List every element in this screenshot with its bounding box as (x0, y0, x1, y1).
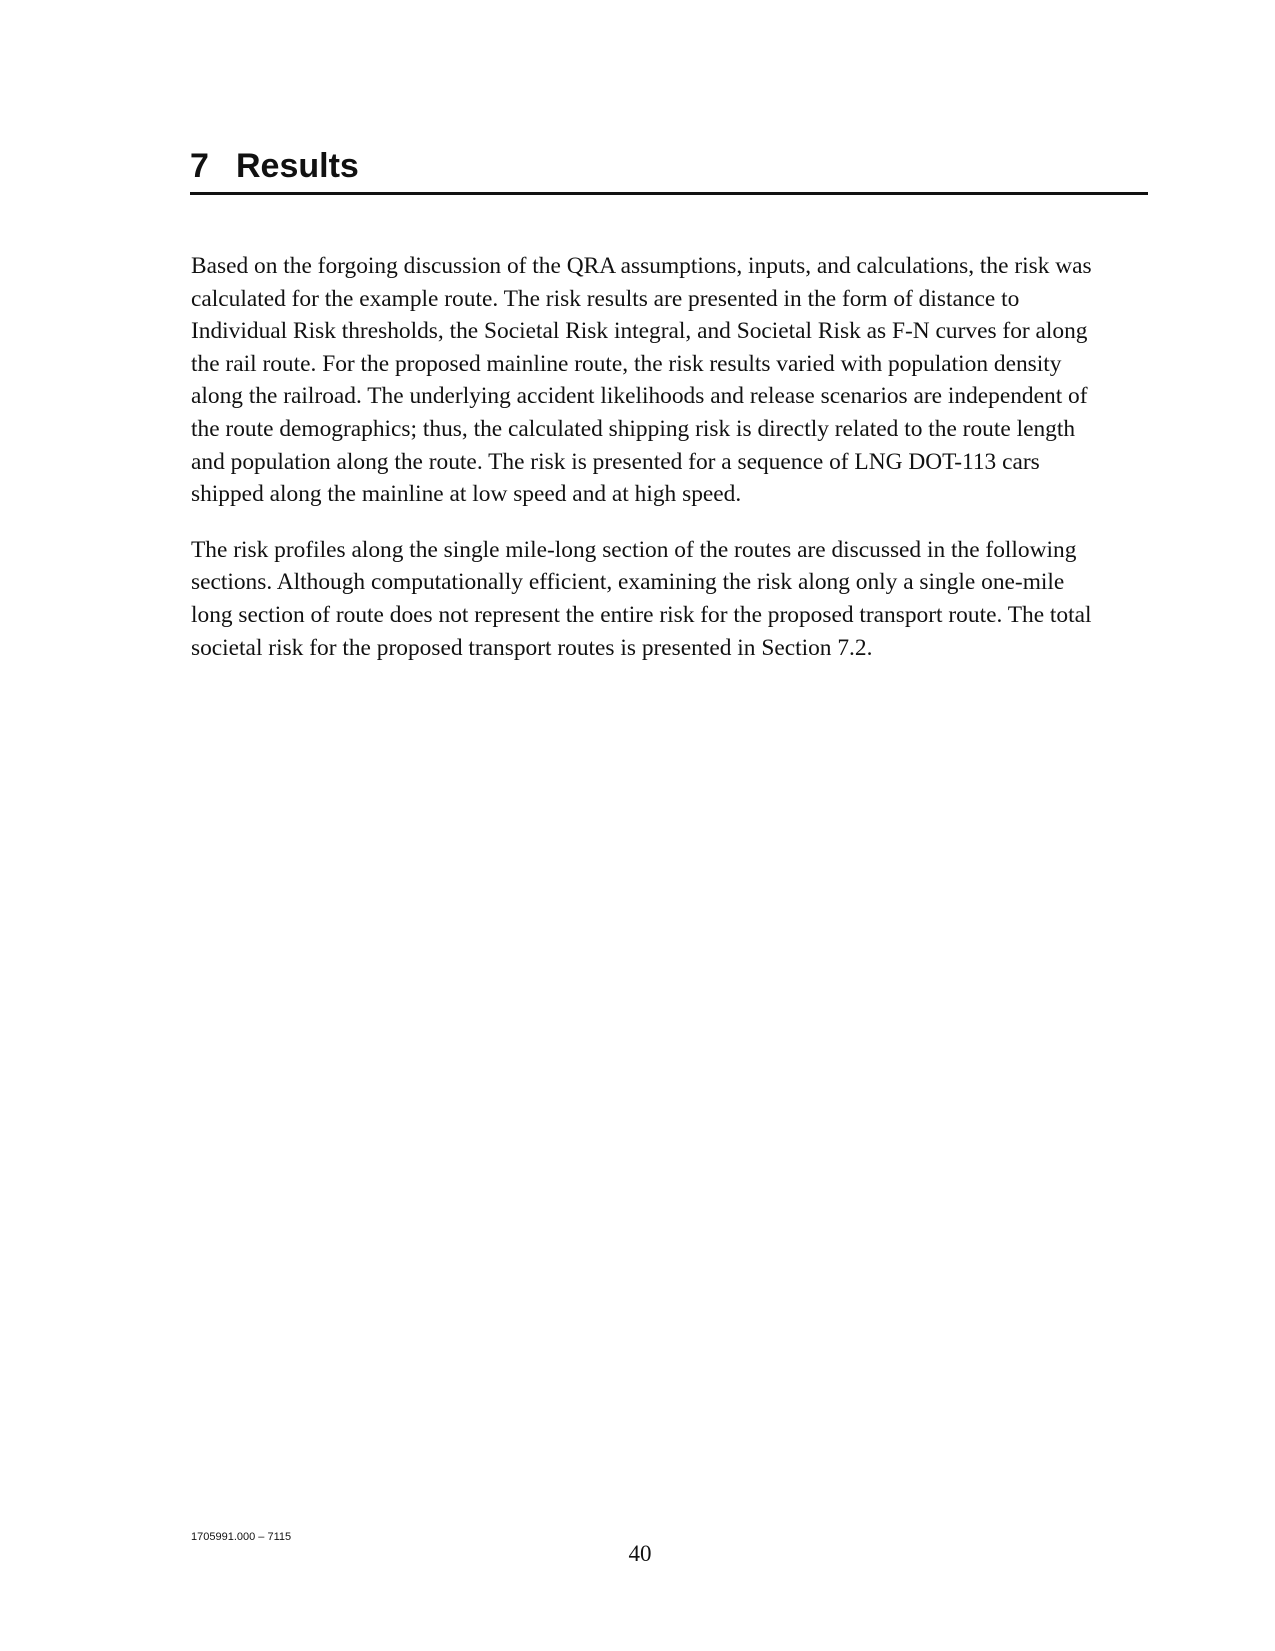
paragraph-2 (191, 534, 1151, 664)
section-title: Results (236, 147, 359, 185)
paragraph-line: Based on the forgoing discussion of the QRA assumptions, inputs, and calculations, the risk was (191, 253, 1092, 279)
paragraph-line: and population along the route. The risk is presented for a sequence of LNG DOT-113 cars (191, 448, 1040, 475)
paragraph-line: along the railroad. The underlying accident likelihoods and release scenarios are independent of (191, 383, 1088, 410)
paragraph-1 (191, 250, 1151, 511)
body-text (191, 250, 1151, 687)
page-number: 40 (628, 1541, 652, 1566)
paragraph-line: sections. Although computationally efficient, examining the risk along only a single one-mile (191, 569, 1065, 596)
paragraph-line: the route demographics; thus, the calculated shipping risk is directly related to the route length (191, 415, 1076, 442)
paragraph-line: Individual Risk thresholds, the Societal Risk integral, and Societal Risk as F-N curves for along (191, 318, 1088, 345)
document-id: 1705991.000 – 7115 (191, 1531, 292, 1543)
paragraph-line: societal risk for the proposed transport routes is presented in Section 7.2. (191, 634, 873, 661)
paragraph-line: the rail route. For the proposed mainline route, the risk results varied with population density (191, 350, 1062, 377)
paragraph-line: shipped along the mainline at low speed and at high speed. (191, 481, 742, 508)
section-heading (190, 146, 1148, 195)
paragraph-line: long section of route does not represent the entire risk for the proposed transport route. The total (191, 601, 1092, 628)
paragraph-line: The risk profiles along the single mile-long section of the routes are discussed in the following (191, 536, 1077, 563)
paragraph-line: calculated for the example route. The risk results are presented in the form of distance to (191, 285, 1020, 312)
section-number: 7 (190, 147, 209, 185)
